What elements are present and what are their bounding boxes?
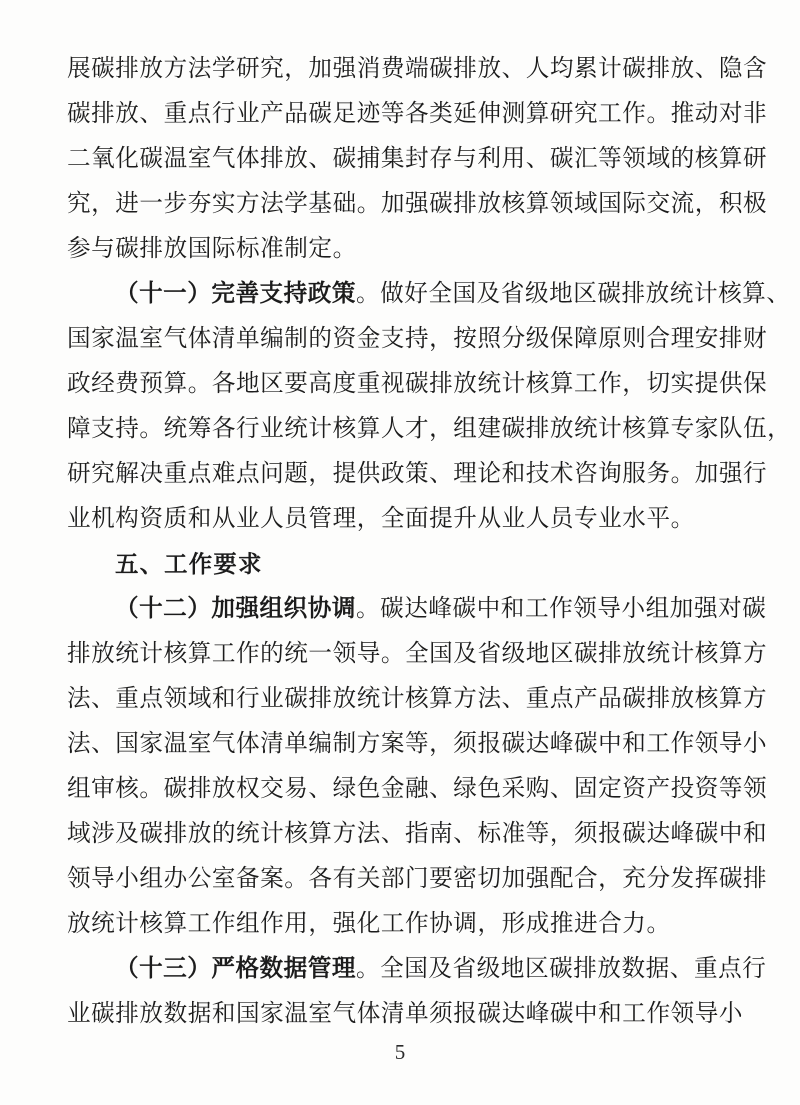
runin-heading: （十二）加强组织协调 <box>115 596 356 622</box>
paragraph-line: 国家温室气体清单编制的资金支持，按照分级保障原则合理安排财 <box>67 326 768 352</box>
paragraph-line: 域涉及碳排放的统计核算方法、指南、标准等，须报碳达峰碳中和 <box>67 821 768 847</box>
section-heading: 五、工作要求 <box>115 551 263 577</box>
paragraph-line: 法、重点领域和行业碳排放统计核算方法、重点产品碳排放核算方 <box>67 686 768 712</box>
paragraph-line: 二氧化碳温室气体排放、碳捕集封存与利用、碳汇等领域的核算研 <box>67 146 768 172</box>
paragraph-line-with-runin-heading <box>67 272 791 317</box>
paragraph-line: 参与碳排放国际标准制定。 <box>67 236 357 262</box>
paragraph-line: 业机构资质和从业人员管理，全面提升从业人员专业水平。 <box>67 506 695 532</box>
paragraph-line: 法、国家温室气体清单编制方案等，须报碳达峰碳中和工作领导小 <box>67 731 768 757</box>
paragraph-line: 政经费预算。各地区要高度重视碳排放统计核算工作，切实提供保 <box>67 371 768 397</box>
runin-heading: （十三）严格数据管理 <box>115 956 356 982</box>
paragraph-text: 。碳达峰碳中和工作领导小组加强对碳 <box>355 596 767 622</box>
paragraph-line: 究，进一步夯实方法学基础。加强碳排放核算领域国际交流，积极 <box>67 191 768 217</box>
paragraph-line: 业碳排放数据和国家温室气体清单须报碳达峰碳中和工作领导小 <box>67 1001 744 1027</box>
document-text-column <box>67 47 792 1037</box>
runin-heading: （十一）完善支持政策 <box>115 281 356 307</box>
paragraph-line: 排放统计核算工作的统一领导。全国及省级地区碳排放统计核算方 <box>67 641 768 667</box>
page-number: 5 <box>394 1040 406 1064</box>
paragraph-line: 组审核。碳排放权交易、绿色金融、绿色采购、固定资产投资等领 <box>67 776 768 802</box>
paragraph-line: 障支持。统筹各行业统计核算人才，组建碳排放统计核算专家队伍， <box>67 416 792 442</box>
paragraph-line: 研究解决重点难点问题，提供政策、理论和技术咨询服务。加强行 <box>67 461 768 487</box>
paragraph-line: 放统计核算工作组作用，强化工作协调，形成推进合力。 <box>67 911 671 937</box>
paragraph-text: 。全国及省级地区碳排放数据、重点行 <box>355 956 767 982</box>
paragraph-line: 展碳排放方法学研究，加强消费端碳排放、人均累计碳排放、隐含 <box>67 56 768 82</box>
paragraph-line-with-runin-heading <box>67 587 767 632</box>
paragraph-line: 领导小组办公室备案。各有关部门要密切加强配合，充分发挥碳排 <box>67 866 768 892</box>
paragraph-text: 。做好全国及省级地区碳排放统计核算、 <box>355 281 791 307</box>
paragraph-line-with-runin-heading <box>67 947 767 992</box>
paragraph-line: 碳排放、重点行业产品碳足迹等各类延伸测算研究工作。推动对非 <box>67 101 768 127</box>
